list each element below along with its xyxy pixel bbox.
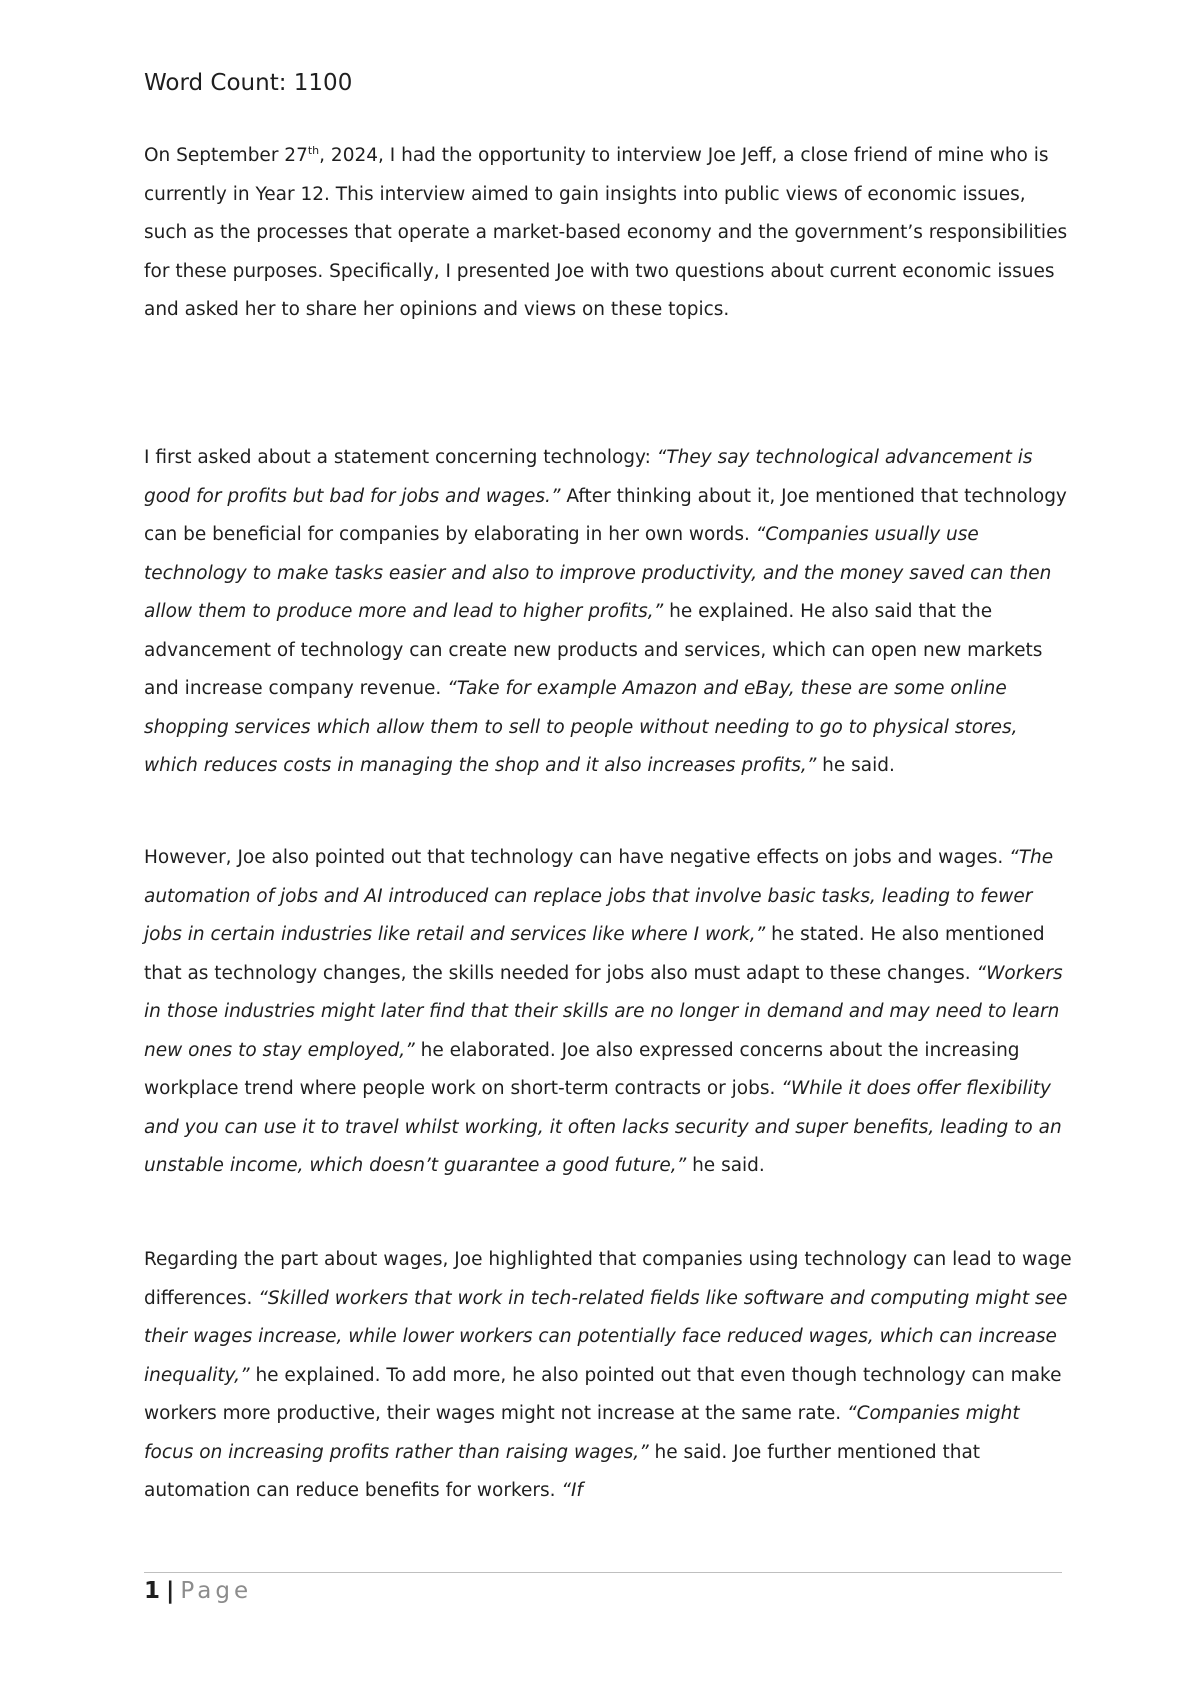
paragraph-text: he elaborated. Joe also expressed concerns about the increasing workplace trend where people work on short-term contracts or jobs.: [144, 1039, 1020, 1099]
paragraph-text: he said.: [816, 755, 895, 776]
paragraph-jobs-effects: [144, 839, 1074, 1186]
paragraph-intro: [144, 137, 1074, 330]
footer-divider: [144, 1572, 1062, 1573]
paragraph-text: he explained. He also said that the advancement of technology can create new products and services, which can open new markets and increase company revenue.: [144, 601, 1043, 699]
quote-text: “Companies usually use technology to make tasks easier and also to improve productivity, and the money saved can then allow them to produce more and lead to higher profits,”: [144, 524, 1052, 622]
paragraph-technology-profits: [144, 439, 1074, 786]
ordinal-suffix: th: [307, 143, 320, 157]
quote-text: “They say technological advancement is good for profits but bad for jobs and wages.”: [144, 447, 1033, 507]
paragraph-text: On September 27: [144, 145, 308, 166]
paragraph-text: he stated. He also mentioned that as technology changes, the skills needed for jobs also must adapt to these changes.: [144, 924, 1045, 984]
paragraph-text: However, Joe also pointed out that technology can have negative effects on jobs and wages.: [144, 847, 1010, 868]
quote-text: “Skilled workers that work in tech-related fields like software and computing might see their wages increase, while lower workers can potentially face reduced wages, which can increase inequality,”: [144, 1287, 1068, 1386]
page-number: 1: [144, 1578, 161, 1604]
quote-text: “Workers in those industries might later find that their skills are no longer in demand and may need to learn new ones to stay employed,”: [144, 962, 1063, 1061]
word-count-heading: Word Count: 1100: [144, 70, 353, 96]
quote-text: “Take for example Amazon and eBay, these are some online shopping services which allow them to sell to people without needing to go to physical stores, which reduces costs in managing the shop and it also increases profits,”: [144, 678, 1018, 776]
page-label: Page: [180, 1578, 253, 1604]
paragraph-text: he said.: [686, 1155, 765, 1176]
paragraph-text: Regarding the part about wages, Joe highlighted that companies using technology can lead to wage differences.: [144, 1249, 1072, 1309]
paragraph-text: After thinking about it, Joe mentioned that technology can be beneficial for companies by elaborating in her own words.: [144, 485, 1067, 545]
paragraph-text: he explained. To add more, he also pointed out that even though technology can make workers more productive, their wages might not increase at the same rate.: [144, 1364, 1062, 1424]
paragraph-text: , 2024, I had the opportunity to interview Joe Jeff, a close friend of mine who is currently in Year 12. This interview aimed to gain insights into public views of economic issues, such as the processes that operate a market-based economy and the government’s responsibilities for these purposes. Specifically, I presented Joe with two questions about current economic issues and asked her to share her opinions and views on these topics.: [144, 145, 1068, 320]
quote-text: “Companies might focus on increasing profits rather than raising wages,”: [144, 1403, 1020, 1463]
paragraph-text: I first asked about a statement concerning technology:: [144, 447, 657, 468]
quote-text: “While it does offer flexibility and you can use it to travel whilst working, it often lacks security and super benefits, leading to an unstable income, which doesn’t guarantee a good future,”: [144, 1078, 1062, 1176]
footer-separator: |: [166, 1578, 175, 1604]
page-footer: [144, 1578, 252, 1604]
paragraph-wages: [144, 1241, 1074, 1511]
quote-text: “If: [561, 1480, 583, 1501]
quote-text: “The automation of jobs and AI introduced can replace jobs that involve basic tasks, leading to fewer jobs in certain industries like retail and services like where I work,”: [144, 847, 1054, 945]
paragraph-text: he said. Joe further mentioned that automation can reduce benefits for workers.: [144, 1441, 981, 1501]
